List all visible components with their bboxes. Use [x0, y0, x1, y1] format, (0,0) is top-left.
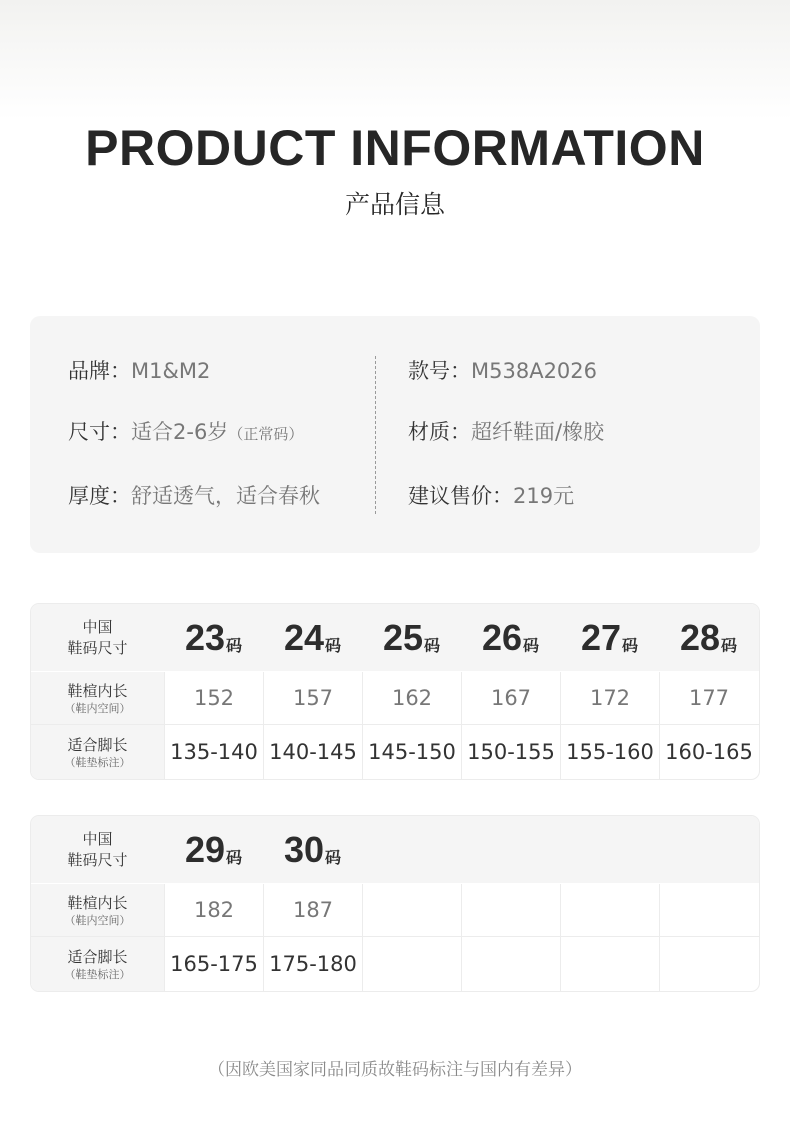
size-cell-empty [659, 816, 758, 883]
size-label: 尺寸： [68, 420, 131, 444]
inner-length-cell: 162 [362, 672, 461, 724]
size-unit: 码 [424, 636, 441, 655]
foot-length-cell [560, 937, 659, 991]
size-cell [263, 816, 362, 883]
inner-length-row [31, 671, 759, 725]
cn-size-label-line1: 中国 [82, 829, 113, 848]
price-row [408, 481, 574, 511]
size-cell-empty [362, 816, 461, 883]
model-row [408, 356, 597, 386]
size-number: 28 [679, 616, 721, 658]
size-value: 适合2-6岁 [131, 420, 229, 444]
inner-length-cell: 152 [164, 672, 263, 724]
inner-length-cell: 182 [164, 884, 263, 936]
size-row [68, 417, 303, 449]
inner-length-label: 鞋楦内长 [67, 893, 128, 912]
inner-length-cell [659, 884, 758, 936]
price-label: 建议售价： [408, 484, 513, 508]
foot-length-sublabel: （鞋垫标注） [64, 967, 131, 981]
size-unit: 码 [721, 636, 738, 655]
price-value: 219元 [513, 484, 575, 508]
info-divider [375, 356, 376, 514]
size-cell [659, 604, 758, 671]
size-cell-empty [461, 816, 560, 883]
foot-length-row-label [31, 937, 164, 991]
inner-length-cell: 157 [263, 672, 362, 724]
size-cell [164, 816, 263, 883]
size-cell [164, 604, 263, 671]
size-note: （正常码） [228, 425, 304, 443]
page-subtitle: 产品信息 [344, 190, 445, 219]
foot-length-cell: 155-160 [560, 725, 659, 779]
size-unit: 码 [226, 848, 243, 867]
size-number: 26 [481, 616, 523, 658]
foot-length-cell: 135-140 [164, 725, 263, 779]
inner-length-row [31, 883, 759, 937]
foot-length-label: 适合脚长 [67, 735, 128, 754]
foot-length-cell: 175-180 [263, 937, 362, 991]
size-table-2 [30, 815, 760, 992]
inner-length-cell: 167 [461, 672, 560, 724]
size-cell-empty [560, 816, 659, 883]
foot-length-cell: 160-165 [659, 725, 758, 779]
foot-length-cell [659, 937, 758, 991]
inner-length-cell: 187 [263, 884, 362, 936]
inner-length-cell: 172 [560, 672, 659, 724]
size-number: 23 [184, 616, 226, 658]
cn-size-label-line2: 鞋码尺寸 [67, 638, 128, 657]
size-number: 27 [580, 616, 622, 658]
inner-length-cell [461, 884, 560, 936]
size-number: 29 [184, 828, 226, 870]
cn-size-row [31, 604, 759, 671]
product-info-card [30, 316, 760, 553]
page-title: PRODUCT INFORMATION [85, 120, 705, 176]
size-number: 25 [382, 616, 424, 658]
foot-length-row [31, 937, 759, 991]
size-cell [461, 604, 560, 671]
size-cell [560, 604, 659, 671]
size-number: 30 [283, 828, 325, 870]
material-label: 材质： [408, 420, 471, 444]
size-unit: 码 [325, 848, 342, 867]
inner-length-cell: 177 [659, 672, 758, 724]
foot-length-cell: 140-145 [263, 725, 362, 779]
brand-row [68, 356, 210, 386]
size-unit: 码 [226, 636, 243, 655]
inner-length-row-label [31, 884, 164, 936]
foot-length-label: 适合脚长 [67, 947, 128, 966]
size-unit: 码 [523, 636, 540, 655]
size-unit: 码 [622, 636, 639, 655]
cn-size-row-label [31, 604, 164, 671]
cn-size-label-line1: 中国 [82, 617, 113, 636]
brand-value: M1&M2 [131, 359, 211, 383]
size-unit: 码 [325, 636, 342, 655]
size-footnote: （因欧美国家同品同质故鞋码标注与国内有差异） [208, 1060, 582, 1080]
inner-length-sublabel: （鞋内空间） [64, 701, 131, 715]
foot-length-row [31, 725, 759, 779]
size-table-1 [30, 603, 760, 780]
thickness-label: 厚度： [68, 484, 131, 508]
inner-length-row-label [31, 672, 164, 724]
foot-length-cell [362, 937, 461, 991]
inner-length-cell [362, 884, 461, 936]
foot-length-cell [461, 937, 560, 991]
size-cell [362, 604, 461, 671]
foot-length-sublabel: （鞋垫标注） [64, 755, 131, 769]
thickness-value: 舒适透气，适合春秋 [131, 484, 320, 508]
foot-length-cell: 150-155 [461, 725, 560, 779]
thickness-row [68, 481, 320, 511]
cn-size-row [31, 816, 759, 883]
model-value: M538A2026 [471, 359, 598, 383]
size-number: 24 [283, 616, 325, 658]
foot-length-cell: 145-150 [362, 725, 461, 779]
material-row [408, 417, 604, 447]
material-value: 超纤鞋面/橡胶 [471, 420, 605, 444]
inner-length-cell [560, 884, 659, 936]
cn-size-row-label [31, 816, 164, 883]
foot-length-cell: 165-175 [164, 937, 263, 991]
foot-length-row-label [31, 725, 164, 779]
inner-length-sublabel: （鞋内空间） [64, 913, 131, 927]
brand-label: 品牌： [68, 359, 131, 383]
cn-size-label-line2: 鞋码尺寸 [67, 850, 128, 869]
model-label: 款号： [408, 359, 471, 383]
size-cell [263, 604, 362, 671]
inner-length-label: 鞋楦内长 [67, 681, 128, 700]
